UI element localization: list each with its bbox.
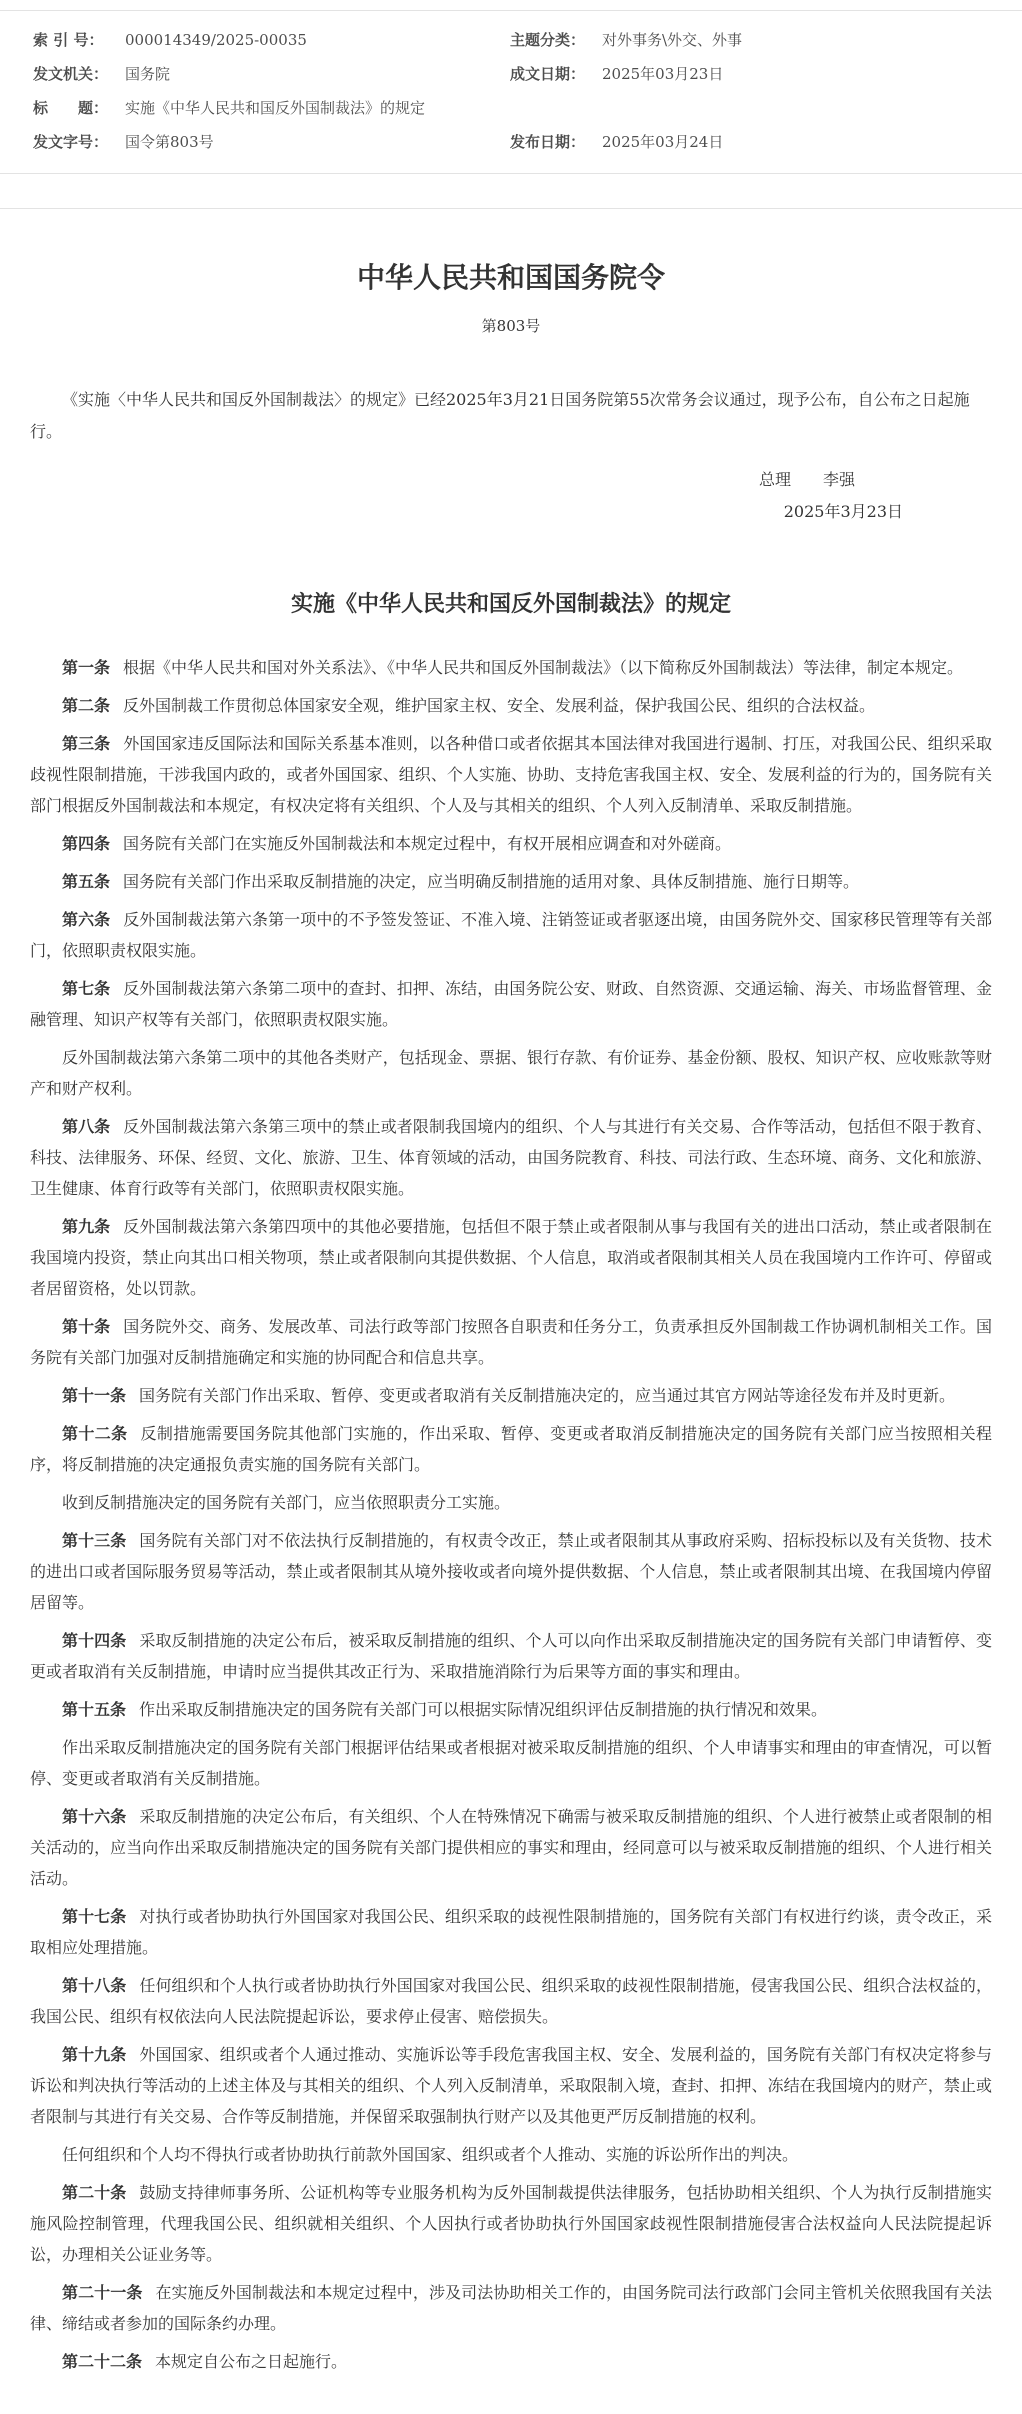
article-text: 任何组织和个人均不得执行或者协助执行前款外国国家、组织或者个人推动、实施的诉讼所作出的判决。 xyxy=(62,2145,799,2165)
metadata-label: 发文字号： xyxy=(33,133,109,151)
article-paragraph xyxy=(30,2139,992,2170)
article-text: 对执行或者协助执行外国国家对我国公民、组织采取的歧视性限制措施的，国务院有关部门有权进行约谈，责令改正，采取相应处理措施。 xyxy=(30,1907,992,1958)
article-number: 第二条 xyxy=(62,696,111,716)
page xyxy=(0,10,1022,2414)
article-number: 第二十一条 xyxy=(62,2283,143,2303)
article-number: 第六条 xyxy=(62,910,111,930)
metadata-row xyxy=(0,23,1022,57)
metadata-value: 对外事务\外交、外事 xyxy=(602,31,743,49)
article-text: 国务院有关部门作出采取反制措施的决定，应当明确反制措施的适用对象、具体反制措施、施行日期等。 xyxy=(123,872,860,892)
article-paragraph xyxy=(30,2039,992,2132)
article-number: 第七条 xyxy=(62,979,111,999)
article-number: 第五条 xyxy=(62,872,111,892)
metadata-label: 发布日期： xyxy=(510,133,586,151)
article-paragraph xyxy=(30,1901,992,1963)
article-number: 第四条 xyxy=(62,834,111,854)
metadata-value xyxy=(602,91,1022,125)
article-paragraph xyxy=(30,1042,992,1104)
article-paragraph xyxy=(30,728,992,821)
article-text: 国务院外交、商务、发展改革、司法行政等部门按照各自职责和任务分工，负责承担反外国制裁工作协调机制相关工作。国务院有关部门加强对反制措施确定和实施的协同配合和信息共享。 xyxy=(30,1317,992,1368)
article-paragraph xyxy=(30,1211,992,1304)
regulation-articles xyxy=(30,652,992,2377)
article-text: 鼓励支持律师事务所、公证机构等专业服务机构为反外国制裁提供法律服务，包括协助相关组织、个人为执行反制措施实施风险控制管理，代理我国公民、组织就相关组织、个人因执行或者协助执行外国国家歧视性限制措施侵害合法权益向人民法院提起诉讼，办理相关公证业务等。 xyxy=(30,2183,992,2265)
article-paragraph xyxy=(30,2177,992,2270)
article-number: 第二十条 xyxy=(62,2183,127,2203)
metadata-row xyxy=(0,57,1022,91)
metadata-value: 实施《中华人民共和国反外国制裁法》的规定 xyxy=(125,99,426,117)
article-paragraph xyxy=(30,2346,992,2377)
article-paragraph xyxy=(30,1625,992,1687)
article-number: 第十四条 xyxy=(62,1631,127,1651)
article-text: 反外国制裁法第六条第三项中的禁止或者限制我国境内的组织、个人与其进行有关交易、合作等活动，包括但不限于教育、科技、法律服务、环保、经贸、文化、旅游、卫生、体育领域的活动，由国务院教育、科技、司法行政、生态环境、商务、文化和旅游、卫生健康、体育行政等有关部门，依照职责权限实施。 xyxy=(30,1117,992,1199)
regulation-title: 实施《中华人民共和国反外国制裁法》的规定 xyxy=(290,590,731,617)
article-text: 国务院有关部门对不依法执行反制措施的，有权责令改正，禁止或者限制其从事政府采购、招标投标以及有关货物、技术的进出口或者国际服务贸易等活动，禁止或者限制其从境外接收或者向境外提供数据、个人信息，禁止或者限制其出境、在我国境内停留居留等。 xyxy=(30,1531,992,1613)
document-body xyxy=(0,208,1022,2414)
decree-title: 中华人民共和国国务院令 xyxy=(356,261,665,294)
article-number: 第十八条 xyxy=(62,1976,127,1996)
article-text: 采取反制措施的决定公布后，被采取反制措施的组织、个人可以向作出采取反制措施决定的国务院有关部门申请暂停、变更或者取消有关反制措施，申请时应当提供其改正行为、采取措施消除行为后果等方面的事实和理由。 xyxy=(30,1631,992,1682)
metadata-row xyxy=(0,125,1022,159)
article-text: 采取反制措施的决定公布后，有关组织、个人在特殊情况下确需与被采取反制措施的组织、个人进行被禁止或者限制的相关活动的，应当向作出采取反制措施决定的国务院有关部门提供相应的事实和理由，经同意可以与被采取反制措施的组织、个人进行相关活动。 xyxy=(30,1807,992,1889)
article-paragraph xyxy=(30,973,992,1035)
article-paragraph xyxy=(30,1970,992,2032)
article-text: 国务院有关部门作出采取、暂停、变更或者取消有关反制措施决定的，应当通过其官方网站等途径发布并及时更新。 xyxy=(139,1386,956,1406)
article-paragraph xyxy=(30,1694,992,1725)
article-paragraph xyxy=(30,1418,992,1480)
article-text: 外国国家违反国际法和国际关系基本准则，以各种借口或者依据其本国法律对我国进行遏制、打压，对我国公民、组织采取歧视性限制措施，干涉我国内政的，或者外国国家、组织、个人实施、协助、支持危害我国主权、安全、发展利益的行为的，国务院有关部门根据反外国制裁法和本规定，有权决定将有关组织、个人及与其相关的组织、个人列入反制清单、采取反制措施。 xyxy=(30,734,992,816)
article-text: 作出采取反制措施决定的国务院有关部门可以根据实际情况组织评估反制措施的执行情况和效果。 xyxy=(139,1700,828,1720)
article-paragraph xyxy=(30,1111,992,1204)
decree-number: 第803号 xyxy=(481,316,541,335)
article-text: 反外国制裁法第六条第一项中的不予签发签证、不准入境、注销签证或者驱逐出境，由国务院外交、国家移民管理等有关部门，依照职责权限实施。 xyxy=(30,910,992,961)
article-text: 反外国制裁法第六条第四项中的其他必要措施，包括但不限于禁止或者限制从事与我国有关的进出口活动，禁止或者限制在我国境内投资，禁止向其出口相关物项，禁止或者限制向其提供数据、个人信息，取消或者限制其相关人员在我国境内工作许可、停留或者居留资格，处以罚款。 xyxy=(30,1217,992,1299)
metadata-value: 2025年03月24日 xyxy=(602,133,724,151)
article-number: 第十五条 xyxy=(62,1700,127,1720)
article-number: 第九条 xyxy=(62,1217,111,1237)
article-text: 国务院有关部门在实施反外国制裁法和本规定过程中，有权开展相应调查和对外磋商。 xyxy=(123,834,732,854)
article-paragraph xyxy=(30,1487,992,1518)
metadata-value: 国令第803号 xyxy=(125,133,214,151)
article-number: 第十六条 xyxy=(62,1807,127,1827)
article-text: 反外国制裁法第六条第二项中的查封、扣押、冻结，由国务院公安、财政、自然资源、交通运输、海关、市场监督管理、金融管理、知识产权等有关部门，依照职责权限实施。 xyxy=(30,979,992,1030)
article-paragraph xyxy=(30,866,992,897)
article-paragraph xyxy=(30,1801,992,1894)
article-text: 反外国制裁法第六条第二项中的其他各类财产，包括现金、票据、银行存款、有价证券、基金份额、股权、知识产权、应收账款等财产和财产权利。 xyxy=(30,1048,992,1099)
article-number: 第八条 xyxy=(62,1117,111,1137)
metadata-label: 成文日期： xyxy=(510,65,586,83)
metadata-label: 发文机关： xyxy=(33,65,109,83)
article-text: 反制措施需要国务院其他部门实施的，作出采取、暂停、变更或者取消反制措施决定的国务院有关部门应当按照相关程序，将反制措施的决定通报负责实施的国务院有关部门。 xyxy=(30,1424,992,1475)
metadata-label: 索 引 号： xyxy=(33,31,104,49)
article-paragraph xyxy=(30,828,992,859)
article-paragraph xyxy=(30,1525,992,1618)
article-text: 根据《中华人民共和国对外关系法》、《中华人民共和国反外国制裁法》（以下简称反外国制裁法）等法律，制定本规定。 xyxy=(123,658,964,678)
article-text: 反外国制裁工作贯彻总体国家安全观，维护国家主权、安全、发展利益，保护我国公民、组织的合法权益。 xyxy=(123,696,876,716)
metadata-label xyxy=(510,91,602,125)
article-number: 第一条 xyxy=(62,658,111,678)
article-paragraph xyxy=(30,1380,992,1411)
article-paragraph xyxy=(30,690,992,721)
article-number: 第十条 xyxy=(62,1317,111,1337)
article-text: 作出采取反制措施决定的国务院有关部门根据评估结果或者根据对被采取反制措施的组织、个人申请事实和理由的审查情况，可以暂停、变更或者取消有关反制措施。 xyxy=(30,1738,992,1789)
article-paragraph xyxy=(30,1732,992,1794)
article-paragraph xyxy=(30,904,992,966)
article-number: 第十九条 xyxy=(62,2045,127,2065)
signature-block xyxy=(30,464,992,528)
article-text: 在实施反外国制裁法和本规定过程中，涉及司法协助相关工作的，由国务院司法行政部门会同主管机关依照我国有关法律、缔结或者参加的国际条约办理。 xyxy=(30,2283,992,2334)
metadata-value: 2025年03月23日 xyxy=(602,65,724,83)
article-text: 本规定自公布之日起施行。 xyxy=(155,2352,348,2372)
document-metadata-panel xyxy=(0,10,1022,174)
metadata-value: 国务院 xyxy=(125,65,171,83)
sign-date: 2025年3月23日 xyxy=(783,501,903,521)
article-paragraph xyxy=(30,652,992,683)
article-number: 第二十二条 xyxy=(62,2352,143,2372)
signer-name: 总理 李强 xyxy=(758,469,855,489)
metadata-row xyxy=(0,91,1022,125)
article-paragraph xyxy=(30,2277,992,2339)
metadata-value: 000014349/2025-00035 xyxy=(125,31,307,49)
article-number: 第三条 xyxy=(62,734,111,754)
article-number: 第十一条 xyxy=(62,1386,127,1406)
article-number: 第十三条 xyxy=(62,1531,127,1551)
article-number: 第十二条 xyxy=(62,1424,128,1444)
article-number: 第十七条 xyxy=(62,1907,127,1927)
article-text: 任何组织和个人执行或者协助执行外国国家对我国公民、组织采取的歧视性限制措施，侵害我国公民、组织合法权益的，我国公民、组织有权依法向人民法院提起诉讼，要求停止侵害、赔偿损失。 xyxy=(30,1976,992,2027)
metadata-table xyxy=(0,23,1022,159)
article-text: 外国国家、组织或者个人通过推动、实施诉讼等手段危害我国主权、安全、发展利益的，国务院有关部门有权决定将参与诉讼和判决执行等活动的上述主体及与其相关的组织、个人列入反制清单，采取限制入境，查封、扣押、冻结在我国境内的财产，禁止或者限制与其进行有关交易、合作等反制措施，并保留采取强制执行财产以及其他更严厉反制措施的权利。 xyxy=(30,2045,992,2127)
metadata-label: 主题分类： xyxy=(510,31,586,49)
decree-preamble: 《实施〈中华人民共和国反外国制裁法〉的规定》已经2025年3月21日国务院第55次常务会议通过，现予公布，自公布之日起施行。 xyxy=(30,389,970,441)
metadata-label: 标 题： xyxy=(33,99,109,117)
article-paragraph xyxy=(30,1311,992,1373)
article-text: 收到反制措施决定的国务院有关部门，应当依照职责分工实施。 xyxy=(62,1493,511,1513)
